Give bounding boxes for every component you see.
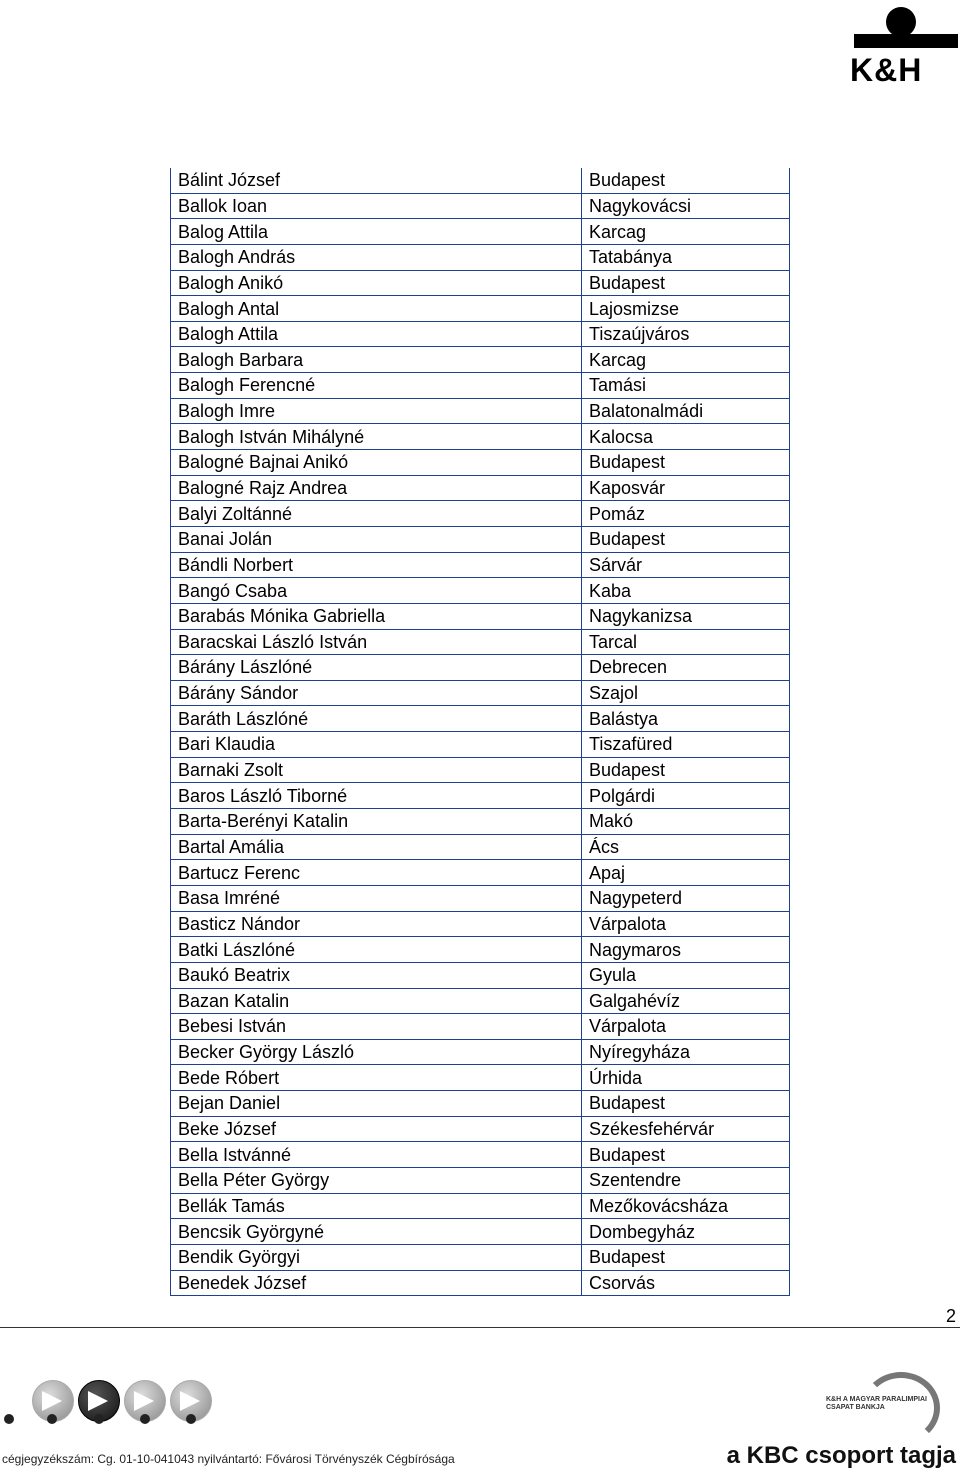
city-cell: Budapest <box>582 1142 790 1168</box>
city-cell: Nagymaros <box>582 937 790 963</box>
person-name-cell: Bárány Sándor <box>171 680 582 706</box>
logo-figure-bar <box>854 34 958 48</box>
city-cell: Szajol <box>582 680 790 706</box>
table-row <box>171 244 790 270</box>
person-name-cell: Bangó Csaba <box>171 578 582 604</box>
table-row <box>171 603 790 629</box>
table-row <box>171 270 790 296</box>
bullet-dot-icon <box>94 1414 104 1424</box>
table-row <box>171 501 790 527</box>
company-registry-text: cégjegyzékszám: Cg. 01-10-041043 nyilvántartó: Fővárosi Törvényszék Cégbírósága <box>2 1452 455 1466</box>
table-row <box>171 937 790 963</box>
table-row <box>171 911 790 937</box>
person-name-cell: Bartal Amália <box>171 834 582 860</box>
table-row <box>171 1065 790 1091</box>
person-name-cell: Bándli Norbert <box>171 552 582 578</box>
person-name-cell: Barta-Berényi Katalin <box>171 809 582 835</box>
city-cell: Budapest <box>582 450 790 476</box>
person-name-cell: Bálint József <box>171 168 582 193</box>
table-row <box>171 783 790 809</box>
table-row <box>171 988 790 1014</box>
person-name-cell: Bede Róbert <box>171 1065 582 1091</box>
person-name-cell: Ballok Ioan <box>171 193 582 219</box>
table-row <box>171 526 790 552</box>
table-row <box>171 1091 790 1117</box>
person-name-cell: Benedek József <box>171 1270 582 1296</box>
kh-logo <box>846 4 958 90</box>
table-row <box>171 450 790 476</box>
table-row <box>171 1116 790 1142</box>
city-cell: Galgahévíz <box>582 988 790 1014</box>
person-name-cell: Bella Péter György <box>171 1167 582 1193</box>
table-row <box>171 578 790 604</box>
city-cell: Balatonalmádi <box>582 398 790 424</box>
table-row <box>171 706 790 732</box>
table-row <box>171 1142 790 1168</box>
city-cell: Karcag <box>582 219 790 245</box>
table-row <box>171 962 790 988</box>
city-cell: Budapest <box>582 1244 790 1270</box>
bullet-dot-icon <box>4 1414 14 1424</box>
city-cell: Budapest <box>582 757 790 783</box>
person-name-cell: Bella Istvánné <box>171 1142 582 1168</box>
city-cell: Úrhida <box>582 1065 790 1091</box>
person-name-cell: Bartucz Ferenc <box>171 860 582 886</box>
person-name-cell: Batki Lászlóné <box>171 937 582 963</box>
table-row <box>171 834 790 860</box>
city-cell: Várpalota <box>582 1014 790 1040</box>
city-cell: Balástya <box>582 706 790 732</box>
city-cell: Szentendre <box>582 1167 790 1193</box>
person-name-cell: Balogh Anikó <box>171 270 582 296</box>
table-row <box>171 1270 790 1296</box>
table-row <box>171 552 790 578</box>
table-row <box>171 680 790 706</box>
city-cell: Pomáz <box>582 501 790 527</box>
table-row <box>171 398 790 424</box>
city-cell: Ács <box>582 834 790 860</box>
table-row <box>171 885 790 911</box>
logo-figure-head <box>886 7 916 37</box>
paralympic-team-emblem <box>822 1372 932 1436</box>
person-name-cell: Baros László Tiborné <box>171 783 582 809</box>
person-name-cell: Bárány Lászlóné <box>171 655 582 681</box>
table-row <box>171 809 790 835</box>
person-name-cell: Balogh Antal <box>171 296 582 322</box>
winners-table <box>170 168 790 1296</box>
person-name-cell: Bebesi István <box>171 1014 582 1040</box>
person-name-cell: Balogh Imre <box>171 398 582 424</box>
table-row <box>171 475 790 501</box>
city-cell: Várpalota <box>582 911 790 937</box>
table-row <box>171 373 790 399</box>
person-name-cell: Beke József <box>171 1116 582 1142</box>
bullet-dot-icon <box>47 1414 57 1424</box>
emblem-text: K&H A MAGYAR PARALIMPIAI CSAPAT BANKJA <box>826 1396 927 1411</box>
table-row <box>171 321 790 347</box>
city-cell: Tiszafüred <box>582 732 790 758</box>
city-cell: Nagykanizsa <box>582 603 790 629</box>
person-name-cell: Baracskai László István <box>171 629 582 655</box>
person-name-cell: Bencsik Györgyné <box>171 1219 582 1245</box>
table-row <box>171 219 790 245</box>
page-number: 2 <box>945 1306 956 1326</box>
city-cell: Nagykovácsi <box>582 193 790 219</box>
person-name-cell: Barnaki Zsolt <box>171 757 582 783</box>
city-cell: Tiszaújváros <box>582 321 790 347</box>
city-cell: Lajosmizse <box>582 296 790 322</box>
table-row <box>171 1193 790 1219</box>
city-cell: Tamási <box>582 373 790 399</box>
city-cell: Kalocsa <box>582 424 790 450</box>
person-name-cell: Banai Jolán <box>171 526 582 552</box>
city-cell: Apaj <box>582 860 790 886</box>
city-cell: Kaposvár <box>582 475 790 501</box>
person-name-cell: Baukó Beatrix <box>171 962 582 988</box>
city-cell: Mezőkovácsháza <box>582 1193 790 1219</box>
city-cell: Nagypeterd <box>582 885 790 911</box>
kbc-group-tagline: a KBC csoport tagja <box>726 1442 956 1469</box>
city-cell: Makó <box>582 809 790 835</box>
city-cell: Budapest <box>582 270 790 296</box>
person-name-cell: Balogné Rajz Andrea <box>171 475 582 501</box>
city-cell: Polgárdi <box>582 783 790 809</box>
table-row <box>171 168 790 193</box>
table-row <box>171 347 790 373</box>
person-name-cell: Barabás Mónika Gabriella <box>171 603 582 629</box>
table-row <box>171 860 790 886</box>
city-cell: Budapest <box>582 526 790 552</box>
table-row <box>171 1219 790 1245</box>
city-cell: Dombegyház <box>582 1219 790 1245</box>
table-row <box>171 424 790 450</box>
person-name-cell: Basa Imréné <box>171 885 582 911</box>
footer-divider <box>0 1327 960 1328</box>
person-name-cell: Balyi Zoltánné <box>171 501 582 527</box>
person-name-cell: Balogh András <box>171 244 582 270</box>
city-cell: Tarcal <box>582 629 790 655</box>
table-row <box>171 1014 790 1040</box>
city-cell: Kaba <box>582 578 790 604</box>
logo-wordmark: K&H <box>850 52 923 88</box>
city-cell: Debrecen <box>582 655 790 681</box>
table-row <box>171 757 790 783</box>
city-cell: Tatabánya <box>582 244 790 270</box>
city-cell: Budapest <box>582 1091 790 1117</box>
city-cell: Nyíregyháza <box>582 1039 790 1065</box>
person-name-cell: Bazan Katalin <box>171 988 582 1014</box>
person-name-cell: Bellák Tamás <box>171 1193 582 1219</box>
bullet-dot-icon <box>186 1414 196 1424</box>
city-cell: Karcag <box>582 347 790 373</box>
table-row <box>171 1167 790 1193</box>
table-row <box>171 629 790 655</box>
person-name-cell: Bari Klaudia <box>171 732 582 758</box>
city-cell: Székesfehérvár <box>582 1116 790 1142</box>
city-cell: Sárvár <box>582 552 790 578</box>
person-name-cell: Balog Attila <box>171 219 582 245</box>
person-name-cell: Balogh Attila <box>171 321 582 347</box>
table-row <box>171 1244 790 1270</box>
person-name-cell: Balogné Bajnai Anikó <box>171 450 582 476</box>
table-row <box>171 193 790 219</box>
person-name-cell: Basticz Nándor <box>171 911 582 937</box>
table-row <box>171 732 790 758</box>
person-name-cell: Baráth Lászlóné <box>171 706 582 732</box>
table-row <box>171 1039 790 1065</box>
city-cell: Gyula <box>582 962 790 988</box>
person-name-cell: Balogh István Mihályné <box>171 424 582 450</box>
person-name-cell: Becker György László <box>171 1039 582 1065</box>
bullet-dot-icon <box>140 1414 150 1424</box>
table-row <box>171 655 790 681</box>
person-name-cell: Balogh Ferencné <box>171 373 582 399</box>
city-cell: Csorvás <box>582 1270 790 1296</box>
person-name-cell: Bendik Györgyi <box>171 1244 582 1270</box>
person-name-cell: Balogh Barbara <box>171 347 582 373</box>
person-name-cell: Bejan Daniel <box>171 1091 582 1117</box>
table-row <box>171 296 790 322</box>
city-cell: Budapest <box>582 168 790 193</box>
